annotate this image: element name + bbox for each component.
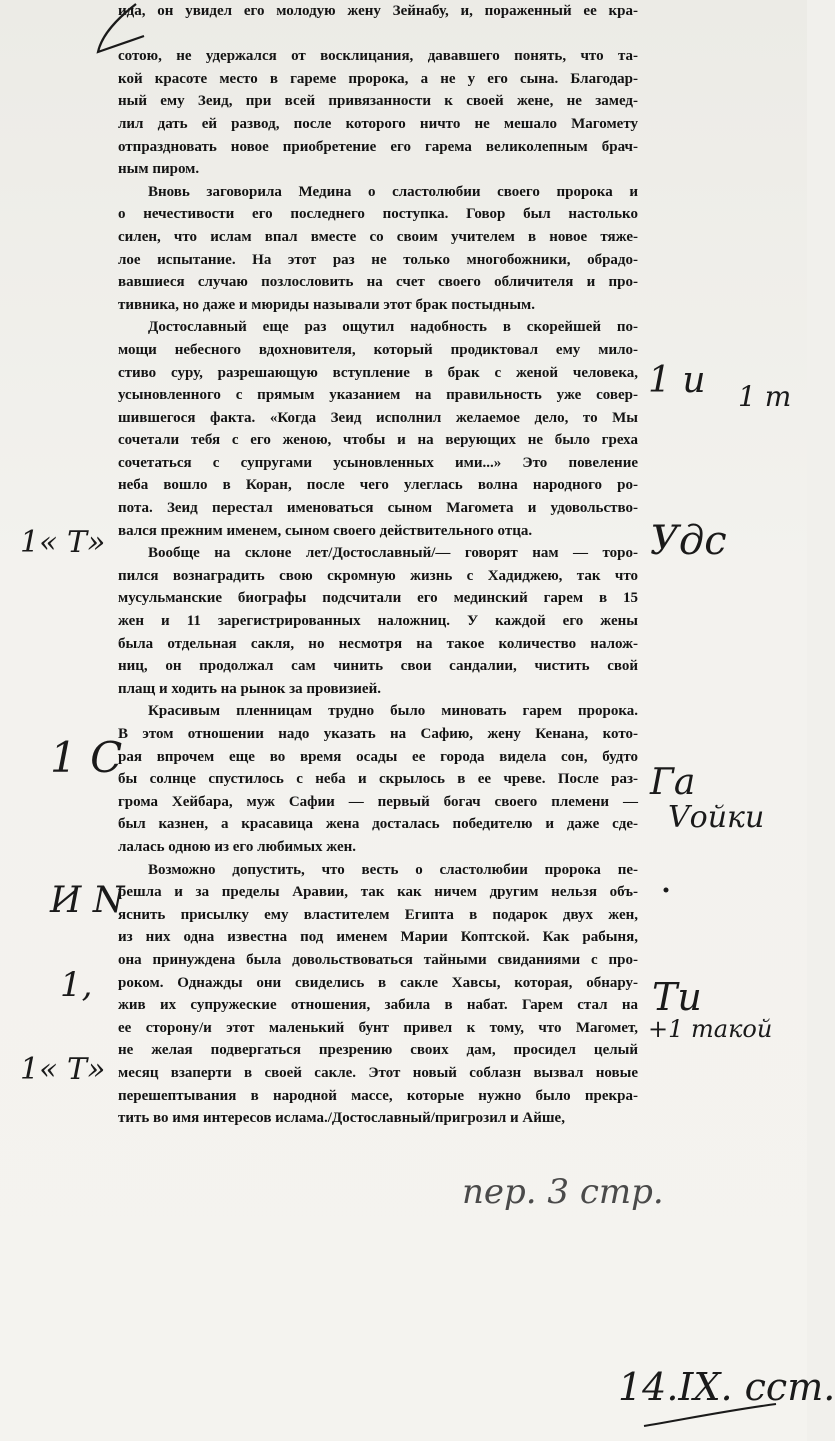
margin-note-takoy: +1 такой: [648, 1015, 773, 1043]
text-line: ида, он увидел его молодую жену Зейнабу, и, пораженный ее кра-: [118, 3, 638, 19]
text-line: бы солнце спустилось с неба и скрылось в ее чреве. После раз-: [118, 771, 638, 788]
text-line: отпраздновать новое приобретение его гарема великолепным брач-: [118, 138, 638, 155]
text-line: жен и 11 зарегистрированных наложниц. У каждой его жены: [118, 613, 638, 630]
text-line: плащ и ходить на рынок за провизией.: [118, 680, 381, 697]
text-line: решла и за пределы Аравии, так как ничем другим нельзя объ-: [118, 884, 638, 901]
text-line: грома Хейбара, муж Сафии — первый богач своего племени —: [118, 793, 638, 810]
underline-mark: [640, 1390, 780, 1430]
margin-note-uds: Удс: [650, 518, 727, 564]
text-line: тивника, но даже и мюриды называли этот брак постыдным.: [118, 296, 536, 313]
text-line: вавшиеся случаю позлословить на счет своего обличителя и про-: [118, 274, 638, 291]
text-line: ный ему Зеид, при всей привязанности к своей жене, не замед-: [118, 93, 638, 110]
text-line: кой красоте место в гареме пророка, а не у его сына. Благодар-: [118, 70, 638, 87]
text-line: ее сторону/и этот маленький бунт привел к тому, что Магомет,: [118, 1019, 638, 1036]
text-line: усыновленного с прямым указанием на правильность уже совер-: [118, 387, 638, 404]
margin-note-quote-t: 1« Т»: [20, 525, 106, 560]
text-line: неба вошло в Коран, после чего улеглась волна народного ро-: [118, 477, 638, 494]
text-line: ниц, он продолжал сам чинить свои сандалии, чистить свой: [118, 658, 638, 675]
text-line: сотою, не удержался от восклицания, дававшего понять, что та-: [118, 48, 638, 65]
text-line: о нечестивости его последнего поступка. Говор был настолько: [118, 206, 638, 223]
text-line: Достославный еще раз ощутил надобность в скорейшей по-: [148, 319, 638, 336]
text-line: из них одна известна под именем Марии Коптской. Как рабыня,: [118, 929, 638, 946]
margin-note-1-s: 1 С: [50, 733, 123, 782]
text-line: месяц взаперти в своей сакле. Этот новый соблазн вызвал новые: [118, 1064, 638, 1081]
margin-note-i-n: И N: [50, 880, 125, 921]
margin-note-1-comma: 1,: [60, 965, 93, 1005]
text-line: стиво суру, разрешающую вступление в брак с женой человека,: [118, 364, 638, 381]
text-line: был казнен, а красавица жена досталась победителю и даже сде-: [118, 816, 638, 833]
text-line: перешептывания в народной массе, которые нужно было прекра-: [118, 1087, 638, 1104]
margin-note-ti: Ти: [652, 975, 702, 1019]
text-line: роком. Однажды они свиделись в сакле Хавсы, которая, обнару-: [118, 974, 638, 991]
text-line: В этом отношении надо указать на Сафию, жену Кенана, кото-: [118, 726, 638, 742]
text-line: сочетаться с супругами усыновленных ими...» Это повеление: [118, 454, 638, 471]
text-line: Возможно допустить, что весть о сластолюбии пророка пе-: [148, 861, 638, 878]
text-line: была отдельная сакля, но несмотря на такое количество налож-: [118, 635, 638, 652]
text-line: она принуждена была довольствоваться тайными свиданиями с про-: [118, 951, 638, 968]
text-line: вался прежним именем, сыном своего действительного отца.: [118, 522, 533, 539]
text-line: тить во имя интересов ислама./Достославный/пригрозил и Айше,: [118, 1110, 565, 1127]
text-line: Красивым пленницам трудно было миновать гарем пророка.: [148, 703, 638, 720]
text-line: жив их супружеские отношения, забила в набат. Гарем стал на: [118, 997, 638, 1014]
text-line: лил дать ей развод, после которого ничто не мешало Магомету: [118, 115, 638, 132]
text-line: мощи небесного вдохновителя, который продиктовал ему мило-: [118, 341, 638, 358]
text-line: Вновь заговорила Медина о сластолюбии своего пророка и: [148, 183, 638, 200]
margin-note-quote-t-2: 1« Т»: [20, 1052, 106, 1087]
text-line: рая впрочем еще во время осады ее города видела сон, будто: [118, 748, 638, 765]
text-line: пился вознаградить свою скромную жизнь с Хадиджею, так что: [118, 567, 638, 584]
margin-note-voyki: Vойки: [668, 800, 765, 835]
margin-note-1-t: 1 т: [738, 380, 792, 413]
margin-note-date: 14.IX. сст.: [618, 1365, 835, 1409]
text-line: ным пиром.: [118, 161, 200, 178]
text-line: Вообще на склоне лет/Достославный/— говорят нам — торо-: [148, 545, 638, 562]
text-line: сочетали тебя с его женою, чтобы и на верующих не было греха: [118, 432, 638, 449]
dot-mark: [656, 880, 676, 900]
margin-note-1-i: 1 и: [648, 360, 706, 401]
text-line: лалась одною из его любимых жен.: [118, 838, 357, 855]
text-line: яснить присылку ему властителем Египта в подарок двух жен,: [118, 906, 638, 923]
text-line: пота. Зеид перестал именоваться сыном Магомета и удовольство-: [118, 500, 638, 517]
bracket-mark: [58, 0, 148, 80]
text-line: мусульманские биографы подсчитали его мединский гарем в 15: [118, 590, 638, 607]
text-line: лое испытание. На этот раз не только многобожники, обрадо-: [118, 251, 638, 268]
text-line: шившегося факта. «Когда Зеид исполнил желаемое дело, то Мы: [118, 409, 638, 426]
margin-note-ga: Га: [650, 762, 696, 803]
text-line: силен, что ислам впал вместе со своим учителем в новое тяже-: [118, 228, 638, 245]
margin-note-per-3-str: пер. 3 стр.: [462, 1172, 664, 1212]
typed-text-block: [118, 0, 638, 1130]
text-line: не желая подвергаться презрению своих дам, просидел целый: [118, 1042, 638, 1059]
text-line: [118, 23, 638, 46]
